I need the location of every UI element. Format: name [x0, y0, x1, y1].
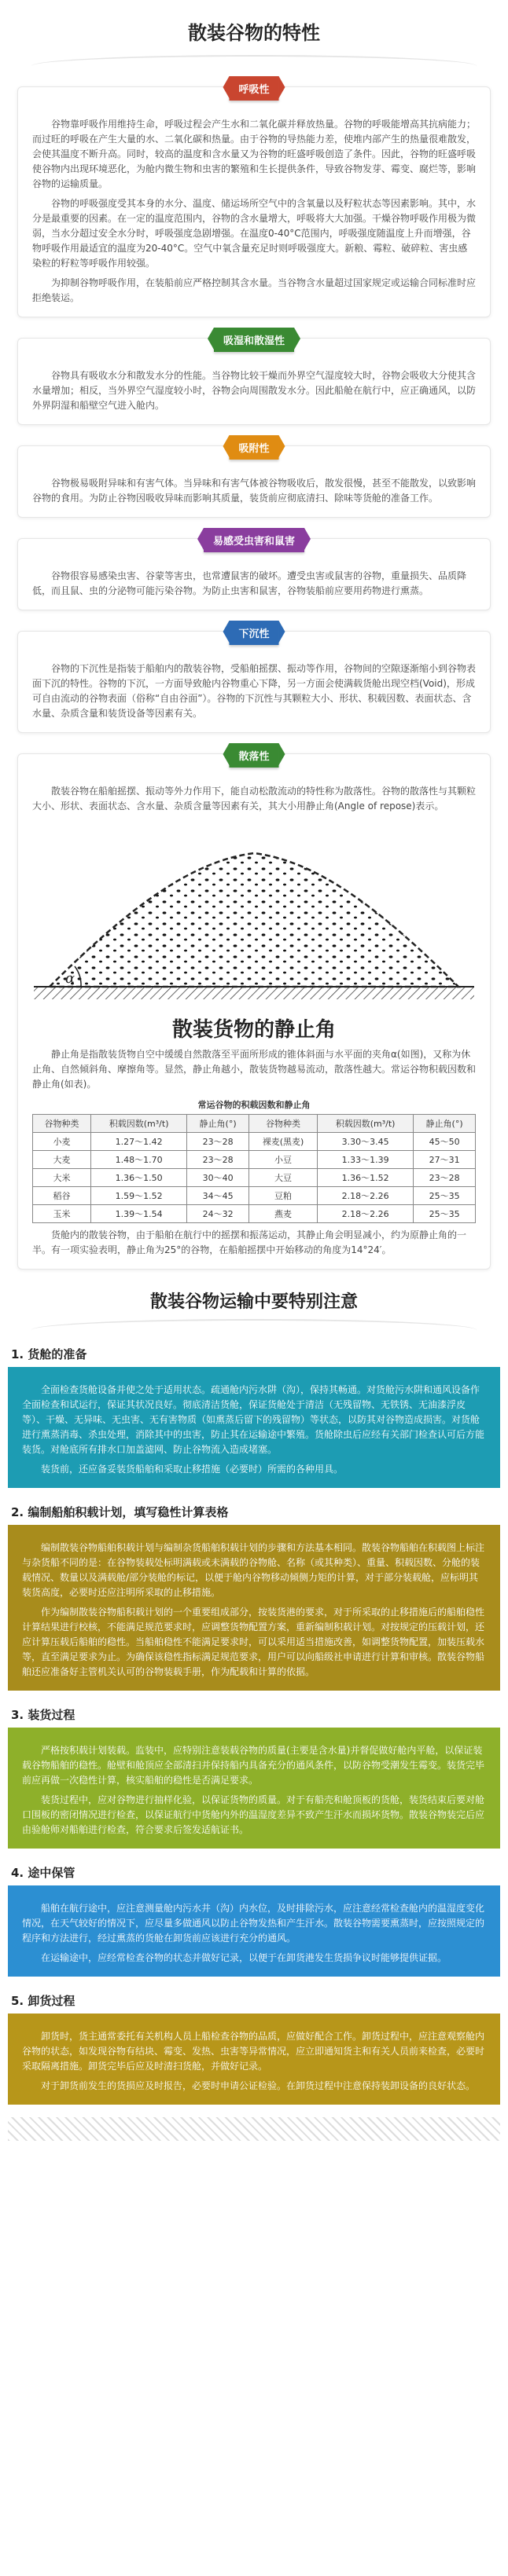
- block-body: [8, 1525, 500, 1691]
- flow-para-3: 货舱内的散装谷物，由于船舶在航行中的摇摆和振荡运动，其静止角会明显减小，约为原静止角的一半。有一项实验表明，静止角为25°的谷物，在船舶摇摆中开始移动的角度为14°24′。: [32, 1229, 467, 1255]
- block-hold-prep: [8, 1341, 500, 1488]
- card-odor: [17, 445, 491, 518]
- table-cell: 大米: [33, 1169, 91, 1187]
- footer-hatch: [8, 2117, 500, 2141]
- tag-pest: [204, 528, 304, 552]
- ground-hatch: [34, 987, 474, 999]
- table-cell: 45～50: [414, 1133, 476, 1151]
- table-cell: 23～28: [187, 1133, 249, 1151]
- tag-flow: [229, 743, 278, 768]
- block-para: 全面检查货舱设备并使之处于适用状态。疏通舱内污水阱（沟），保持其畅通。对货舱污水阱和通风设备作全面检查和试运行，保证其状况良好。彻底清洁货舱，保证货舱处于清洁（无残留物、无铁锈、无油漆浮皮等）、干燥、无异味、无虫害、无有害物质（如熏蒸后留下的残留物）等状态，以防其对谷物造成损害。对货舱进行熏蒸消毒、杀虫处理，消除其中的虫害，防止其在运输途中繁殖。货舱除虫后应经有关部门检查认可后方能装货。对舱底所有排水口加盖滤网、防止谷物流入造成堵塞。: [22, 1384, 485, 1455]
- table-cell: 1.36～1.52: [318, 1169, 414, 1187]
- tag-pest-label: 易感受虫害和鼠害: [212, 536, 296, 548]
- card-moist: [17, 335, 491, 425]
- table-cell: 23～28: [187, 1151, 249, 1169]
- block-para: 装货前，还应备妥装货船舶和采取止移措施（必要时）所需的各种用具。: [41, 1464, 344, 1475]
- table-cell: 燕麦: [248, 1205, 317, 1223]
- table-cell: 玉米: [33, 1205, 91, 1223]
- odor-para-1: 谷物极易吸附异味和有害气体。当异味和有害气体被谷物吸收后，散发很慢，甚至不能散发，以致影响谷物的食用。为防止谷物因吸收异味而影响其质量，装货前应彻底清扫、除味等货舱的准备工作。: [32, 478, 477, 504]
- table-row: [33, 1187, 476, 1205]
- block-para: 编制散装谷物船舶积载计划与编制杂货船舶积载计划的步骤和方法基本相同。散装谷物船舶在积载图上标注与杂货船不同的是：在谷物装载处标明满载或未满载的谷物舱、名称（或其种类）、重量、积载因数、分舱的装载情况、数量以及满载舱/部分装舱的标记，以便于舱内谷物移动倾侧力矩的计算，对于部分装载舱，应标明其装货高度，必要时还应注明所采取的止移措施。: [22, 1542, 485, 1598]
- tag-moist-label: 吸湿和散湿性: [223, 335, 285, 347]
- table-row: [33, 1169, 476, 1187]
- block-loading: [8, 1702, 500, 1849]
- block-title: 3. 装货过程: [11, 1708, 75, 1722]
- breath-para-1: 谷物靠呼吸作用维持生命，呼吸过程会产生水和二氧化碳并释放热量。谷物的呼吸能增高其抗病能力；而过旺的呼吸在产生大量的水、二氧化碳和热量。由于谷物的导热能力差，使堆内部产生的热量很难散发，会使其温度不断升高。同时，较高的温度和含水量又为谷物的旺盛呼吸创造了条件。因此，谷物的旺盛呼吸使谷物内出现环境恶化，为舱内微生物和虫害的繁殖和生长提供条件，导致谷物发芽、霉变、腐烂等，影响谷物的运输质量。: [32, 119, 477, 189]
- table-cell: 25～35: [414, 1187, 476, 1205]
- table-cell: 裸麦(黑麦): [248, 1133, 317, 1151]
- table-cell: 23～28: [414, 1169, 476, 1187]
- card-pest: [17, 538, 491, 610]
- tag-breath: [229, 76, 278, 101]
- block-discharge: [8, 1988, 500, 2105]
- block-title: 2. 编制船舶积载计划，填写稳性计算表格: [11, 1505, 229, 1519]
- table-cell: 稻谷: [33, 1187, 91, 1205]
- grain-pile-svg: [34, 822, 474, 1010]
- flow-para-1: 散装谷物在船舶摇摆、振动等外力作用下，能自动松散流动的特性称为散落性。谷物的散落性与其颗粒大小、形状、表面状态、含水量、杂质含量等因素有关，其大小用静止角(Angle of repose)表示。: [32, 786, 477, 812]
- block-title: 1. 货舱的准备: [11, 1347, 87, 1361]
- repose-angle-table: [32, 1114, 476, 1223]
- table-cell: 1.39～1.54: [91, 1205, 187, 1223]
- table-title: 常运谷物的积载因数和静止角: [197, 1100, 311, 1110]
- block-para: 在运输途中，应经常检查谷物的状态并做好记录，以便于在卸货港发生货损争议时能够提供证据。: [41, 1952, 447, 1963]
- table-row: [33, 1205, 476, 1223]
- block-body: [8, 1367, 500, 1488]
- block-para: 对于卸货前发生的货损应及时报告，必要时申请公证检验。在卸货过程中注意保持装卸设备的良好状态。: [41, 2080, 476, 2091]
- table-row: [33, 1151, 476, 1169]
- card-sink: [17, 628, 491, 733]
- table-header-row: [33, 1115, 476, 1133]
- table-row: [33, 1133, 476, 1151]
- card-breath: [17, 86, 491, 317]
- table-cell: 1.59～1.52: [91, 1187, 187, 1205]
- table-cell: 24～32: [187, 1205, 249, 1223]
- table-cell: 2.18～2.26: [318, 1205, 414, 1223]
- tag-odor-label: 吸附性: [238, 443, 270, 455]
- block-body: [8, 1885, 500, 1977]
- table-cell: 大麦: [33, 1151, 91, 1169]
- tag-moist: [214, 328, 294, 352]
- table-cell: 3.30～3.45: [318, 1133, 414, 1151]
- grain-pile: [50, 853, 458, 987]
- breath-para-3: 为抑制谷物呼吸作用，在装船前应严格控制其含水量。当谷物含水量超过国家规定或运输合同标准时应拒绝装运。: [32, 277, 477, 303]
- pile-caption: 散装货物的静止角: [171, 1018, 336, 1042]
- block-stowage-plan: [8, 1499, 500, 1691]
- table-cell: 小豆: [248, 1151, 317, 1169]
- table-cell: 27～31: [414, 1151, 476, 1169]
- table-cell: 豆粕: [248, 1187, 317, 1205]
- block-body: [8, 2014, 500, 2105]
- repose-angle-illustration: [34, 822, 474, 1010]
- table-header-cell: 谷物种类: [248, 1115, 317, 1133]
- block-para: 装货过程中，应对谷物进行抽样化验，以保证货物的质量。对于有船壳和舱顶板的货舱，装货结束后要对舱口围板的密闭情况进行检查，以保证航行中货舱内外的温湿度差异不致产生汗水而损坏货物。散装谷物装完后应由验舱师对船舶进行检查，符合要求后签发适航证书。: [22, 1794, 485, 1835]
- tag-flow-label: 散落性: [238, 751, 270, 763]
- block-title: 5. 卸货过程: [11, 1994, 75, 2008]
- table-header-cell: 谷物种类: [33, 1115, 91, 1133]
- table-header-cell: 积载因数(m³/t): [91, 1115, 187, 1133]
- card-flow: [17, 753, 491, 1270]
- section2-title: 散装谷物运输中要特别注意: [149, 1292, 358, 1312]
- table-cell: 1.36～1.50: [91, 1169, 187, 1187]
- table-header-cell: 静止角(°): [187, 1115, 249, 1133]
- block-para: 船舶在航行途中，应注意测量舱内污水井（沟）内水位，及时排除污水，应注意经常检查舱内的温湿度变化情况，在天气较好的情况下，应尽量多做通风以防止谷物发热和产生汗水。散装谷物需要熏蒸时，应按照规定的程序和方法进行，经过熏蒸的货舱在卸货前应该进行充分的通风。: [22, 1903, 485, 1944]
- table-cell: 2.18～2.26: [318, 1187, 414, 1205]
- block-body: [8, 1728, 500, 1849]
- alpha-label: α: [65, 970, 75, 987]
- section2-divider: [31, 1319, 477, 1330]
- block-title: 4. 途中保管: [11, 1866, 75, 1880]
- table-cell: 1.33～1.39: [318, 1151, 414, 1169]
- block-para: 作为编制散装谷物船积载计划的一个重要组成部分，按装货港的要求，对于所采取的止移措施后的船舶稳性计算结果进行校核，不能满足规范要求时，应调整货物配置方案，重新编制积载计划。对按规定的压载计划，还应计算压载后船舶的稳性。当船舶稳性不能满足要求时，可以采用适当措施改善，如调整货物配置，加装压载水等，直至满足要求为止。为确保该稳性指标满足规范要求，用户可以向船级社申请进行计算和审核。散装谷物船舶还应准备好主管机关认可的谷物装载手册，作为配载和计算的依据。: [22, 1607, 485, 1677]
- tag-sink: [229, 621, 278, 645]
- title-divider: [31, 55, 477, 66]
- tag-breath-label: 呼吸性: [238, 84, 270, 96]
- table-cell: 1.48～1.70: [91, 1151, 187, 1169]
- table-cell: 25～35: [414, 1205, 476, 1223]
- table-cell: 1.27～1.42: [91, 1133, 187, 1151]
- tag-sink-label: 下沉性: [238, 628, 270, 640]
- pest-para-1: 谷物很容易感染虫害、谷蒙等害虫，也常遭鼠害的破坏。遭受虫害或鼠害的谷物，重量损失、品质降低，而且鼠、虫的分泌物可能污染谷物。为防止虫害和鼠害，谷物装船前应要用药物进行熏蒸。: [32, 570, 467, 596]
- table-body: [33, 1133, 476, 1223]
- tag-odor: [229, 435, 278, 460]
- block-para: 严格按积载计划装载。监装中，应特别注意装载谷物的质量(主要是含水量)并督促做好舱内平舱，以保证装载谷物船舶的稳性。舱壁和舱顶应全部清扫并保持船内具备充分的通风条件，以防谷物受潮发生霉变。装货完毕前应再做一次稳性计算，核实船舶的稳性是否满足要求。: [22, 1745, 485, 1786]
- table-cell: 大豆: [248, 1169, 317, 1187]
- block-voyage-care: [8, 1860, 500, 1977]
- breath-para-2: 谷物的呼吸强度受其本身的水分、温度、储运场所空气中的含氧量以及籽粒状态等因素影响。其中，水分是最重要的因素。在一定的温度范围内，谷物的含水量增大，呼吸将大大加强。干燥谷物呼吸作用极为微弱，当水分超过安全水分时，呼吸强度急剧增强。在温度0-40°C范围内，呼吸强度随温度上升而增强，谷物呼吸作用最适宜的温度为20-40°C。空气中氧含量充足时则呼吸强度大。新粮、霉粒、破碎粒、害虫感染粒的籽粒等呼吸作用较强。: [32, 198, 477, 269]
- table-cell: 34～45: [187, 1187, 249, 1205]
- table-header-cell: 积载因数(m³/t): [318, 1115, 414, 1133]
- table-header-cell: 静止角(°): [414, 1115, 476, 1133]
- moist-para-1: 谷物具有吸收水分和散发水分的性能。当谷物比较干燥而外界空气湿度较大时，谷物会吸收大分使其含水量增加；相反，当外界空气湿度较小时，谷物会向周围散发水分。因此船舱在航行中，应正确通风，以防外界阴湿和船壁空气进入舱内。: [32, 370, 477, 411]
- block-para: 卸货时，货主通常委托有关机构人员上船检查谷物的品质，应做好配合工作。卸货过程中，应注意观察舱内谷物的状态，如发现谷物有结块、霉变、发热、虫害等异常情况，应立即通知货主和有关人员前来检查，必要时采取隔离措施。卸货完毕后应及时清扫货舱，并做好记录。: [22, 2031, 485, 2072]
- flow-para-2: 静止角是指散装货物自空中缓缓自然散落至平面所形成的锥体斜面与水平面的夹角α(如图)，又称为休止角、自然倾斜角、摩擦角等。显然，静止角越小，散装货物越易流动，散落性越大。常运谷物积载因数和静止角(如表)。: [32, 1049, 477, 1090]
- page-title: 散装谷物的特性: [188, 22, 320, 44]
- table-cell: 30～40: [187, 1169, 249, 1187]
- table-cell: 小麦: [33, 1133, 91, 1151]
- sink-para-1: 谷物的下沉性是指装于船舶内的散装谷物，受船舶摇摆、振动等作用，谷物间的空隙逐渐缩小到谷物表面下沉的特性。谷物的下沉，一方面导致舱内谷物重心下降，另一方面会使满载货舱出现空档(Void)，形成可自由流动的谷物表面（俗称“自由谷面”）。谷物的下沉性与其颗粒大小、形状、积载因数、表面状态、含水量、杂质含量和装货设备等因素有关。: [32, 663, 477, 719]
